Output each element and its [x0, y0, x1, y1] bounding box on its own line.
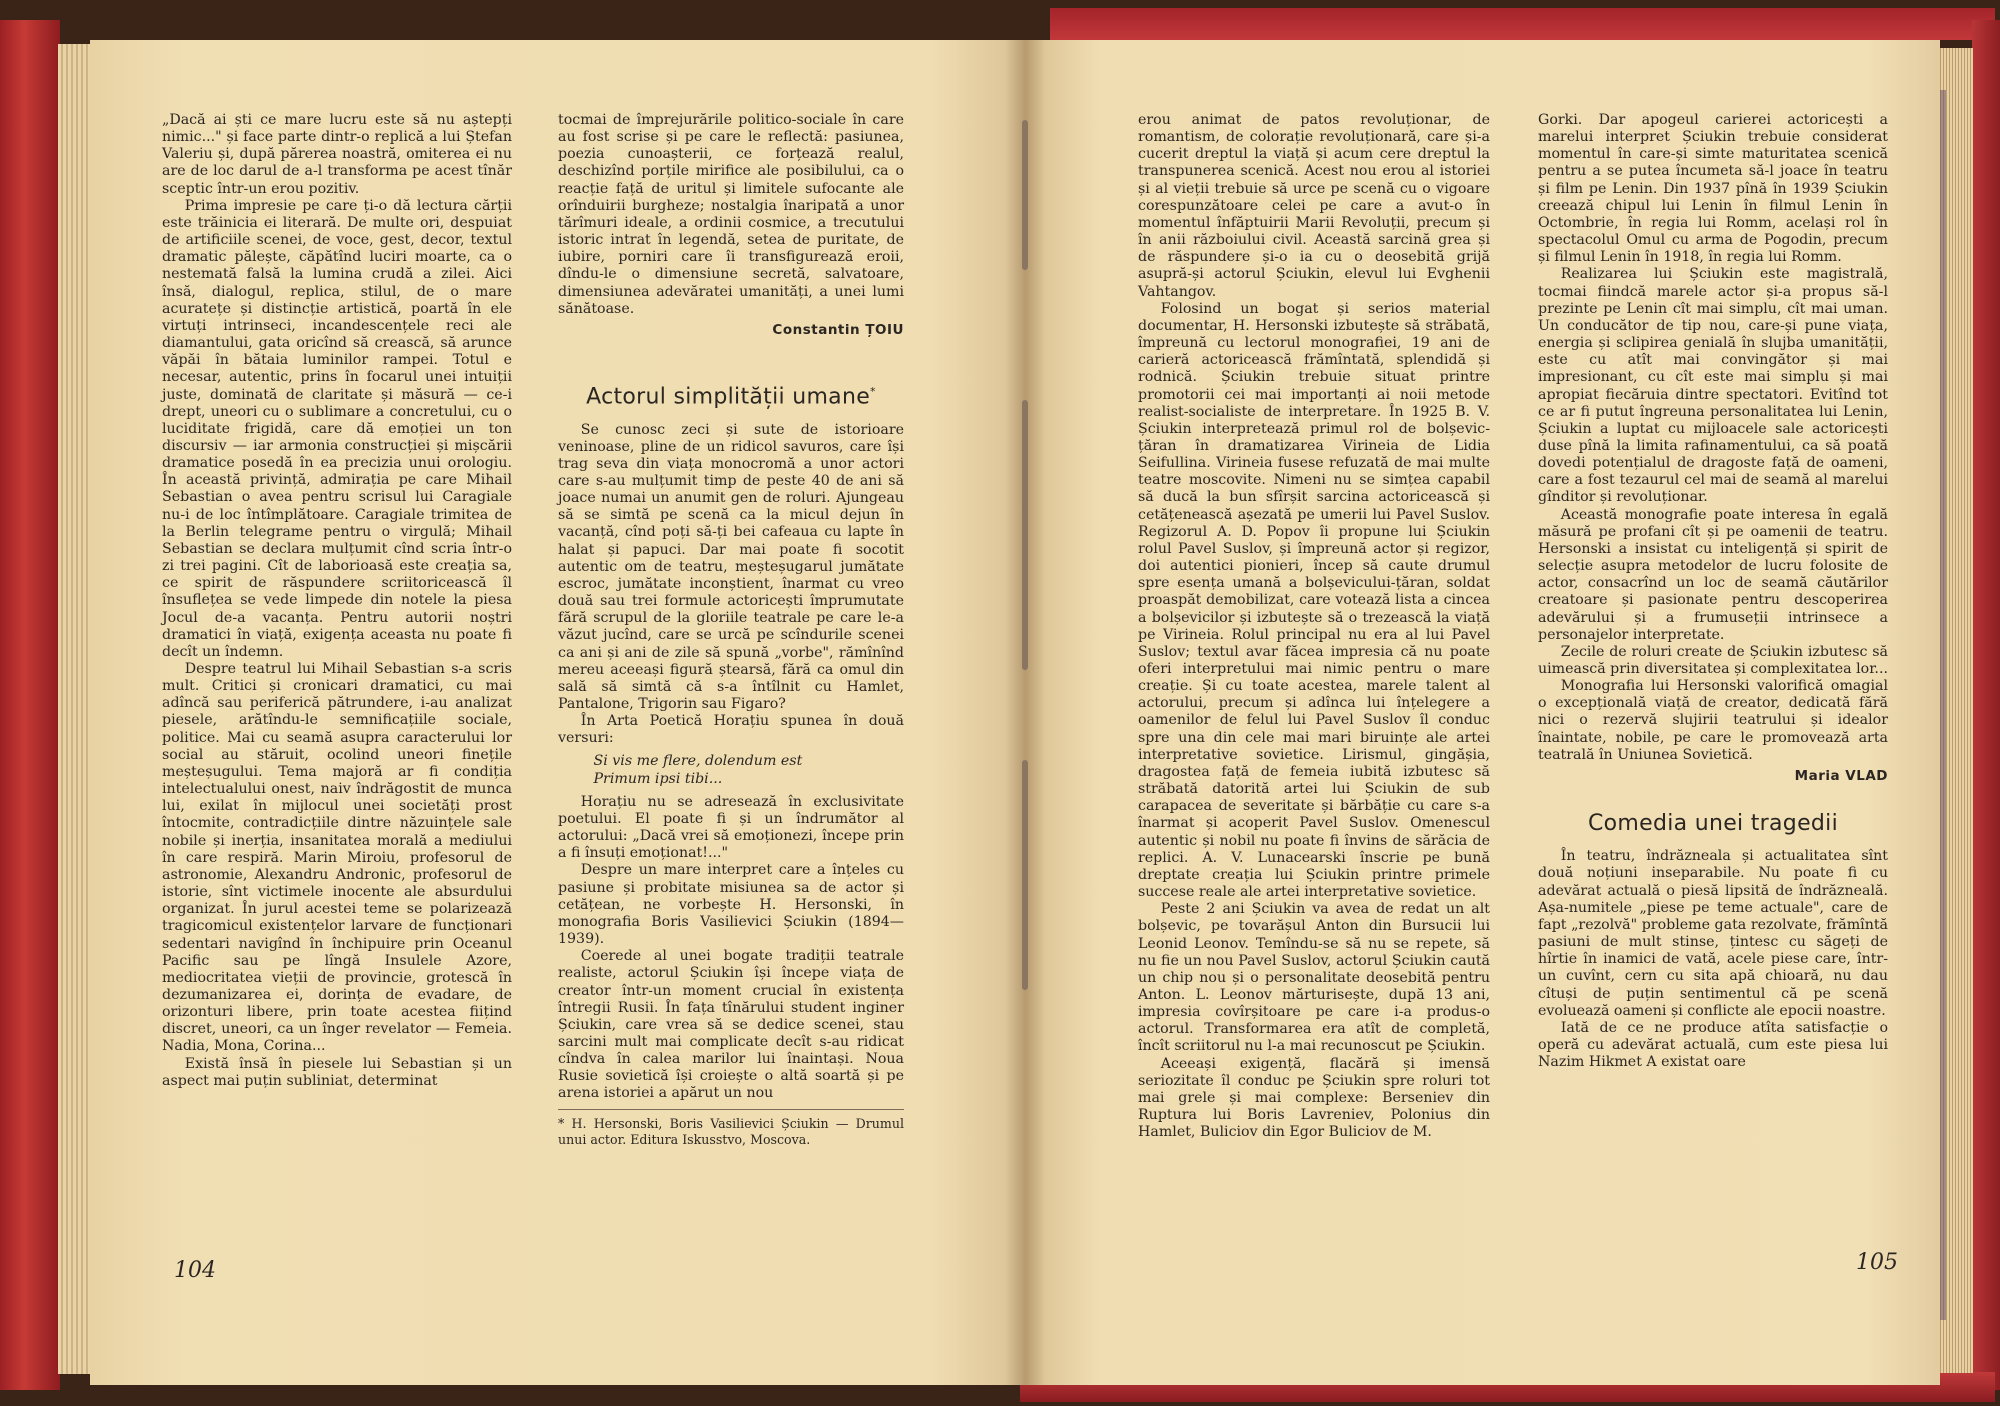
paragraph: Prima impresie pe care ți-o dă lectura cărții este trăinicia ei literară. De multe ori, despuiat de artificiile scenei, de voce, gest, decor, textul dramatic pălește, căpătînd luciri moarte, ca o nestemată falsă la lumina crudă a zilei. Aici însă, dialogul, replica, stilul, de o mare acuratețe și distincție artistică, poartă în ele virtuți intrinseci, incandescențele reci ale diamantului, gata oricînd să crească, să arunce văpăi în bătaia luminilor rampei. Totul e necesar, autentic, prins în focarul unei intuiții juste, dominată de claritate și măsură — ce-i drept, uneori cu o sublimare a concretului, cu o luciditate frigidă, care dă emoției un ton discursiv — iar armonia construcției și mișcării dramatice posedă în ea precizia unui orologiu. În această privință, admirația pe care Mihail Sebastian o avea pentru scrisul lui Caragiale nu-i de loc întîmplătoare. Caragiale trimitea de la Berlin telegrame pentru o virgulă; Mihail Sebastian se declara mulțumit cînd scria într-o zi trei pagini. Cît de laborioasă este creația sa, ce spirit de răspundere scriitoricească îl însuflețea se vede limpede din notele la piesa Jocul de-a vacanța. Pentru autorii noștri dramatici în viață, exigența aceasta nu poate fi decît un îndemn.	[162, 197, 512, 660]
paragraph: tocmai de împrejurările politico-sociale în care au fost scrise și pe care le reflectă: pasiunea, poezia cunoașterii, ce forțează realul, deschizînd porțile mirifice ale posibilului, ca o reacție față de uritul și limitele sufocante ale orînduirii burgheze; nostalgia înaripată a unor tărîmuri ideale, a ordinii cosmice, a trecutului istoric intrat în legendă, setea de puritate, de iubire, porniri care îi transfigurează eroii, dîndu-le o dimensiune secretă, salvatoare, dimensiunea adevăratei umanități, a unei lumi sănătoase.	[558, 112, 904, 317]
paragraph: Despre teatrul lui Mihail Sebastian s-a scris mult. Critici și cronicari dramatici, cu mai adîncă sau periferică pătrundere, i-au analizat piesele, arătîndu-le semnificațiile sociale, politice. Mai cu seamă asupra caracterului lor social au stăruit, ocolind uneori finețile meșteșugului. Tema majoră ar fi condiția intelectualului onest, naiv îndrăgostit de munca lui, exilat în mijlocul unei societăți prost întocmite, contradicțiile dintre năzuințele sale nobile și inerția, insanitatea morală a mediului în care respiră. Marin Miroiu, profesorul de astronomie, Alexandru Andronic, profesorul de istorie, sînt victimele inocente ale absurdului organizat. În jurul acestei teme se polarizează tragicomicul existențelor larvare de funcționari sedentari navigînd în închipuire prin Oceanul Pacific sau pe lîngă Insulele Azore, mediocritatea vieții de provincie, grotescă în dezumanizarea ei, dorința de evadare, de orizonturi libere, prin toate acestea fiițind discret, uneori, ca un înger revelator — Femeia. Nadia, Mona, Corina...	[162, 661, 512, 1055]
book-cover-right	[1972, 20, 2000, 1390]
paragraph: erou animat de patos revoluționar, de romantism, de colorație revoluționară, care și-a cucerit dreptul la viață și acum cere dreptul la transpunerea scenică. Acest nou erou al istoriei și al vieții trebuie să urce pe scenă cu o vigoare corespunzătoare celei pe care a avut-o în momentul înfăptuirii Marii Revoluții, precum și în anii războiului civil. Această sarcină grea și de răspundere și-o ia cu o deosebită grijă asupră-și actorul Șciukin, elevul lui Evghenii Vahtangov.	[1138, 112, 1490, 300]
latin-verse: Si vis me flere, dolendum est Primum ipsi tibi...	[593, 753, 803, 787]
binding-stitch	[1022, 400, 1028, 670]
left-column-2	[558, 112, 904, 1148]
paragraph: Folosind un bogat și serios material documentar, H. Hersonski izbutește să străbată, împreună cu lectorul monografiei, 19 ani de carieră actoricească frămîntată, splendidă și rodnică. Șciukin trebuie situat printre promotorii cei mai importanți ai noii metode realist-socialiste de interpretare. În 1925 B. V. Șciukin interpretează primul rol de bolșevic-țăran în dramatizarea Virineia de Lidia Seifullina. Virineia fusese refuzată de mai multe teatre moscovite. Nimeni nu se simțea capabil să ducă la bun sfîrșit sarcina actoricească și cetățenească așezată pe umerii lui Pavel Suslov. Regizorul A. D. Popov îi propune lui Șciukin rolul Pavel Suslov, și împreună actor și regizor, doi autentici pionieri, încep să caute drumul spre esența umană a bolșevicului-țăran, soldat proaspăt demobilizat, care votează lista a cincea a bolșevicilor și izbutește să o trezească la viață pe Virineia. Rolul principal nu era al lui Pavel Suslov; textul avar făcea impresia că nu poate oferi interpretului mai nimic pentru o mare creație. Și cu toate acestea, marele talent al actorului, precum și adînca lui înțelegere a oamenilor de felul lui Pavel Suslov îl conduc spre una din cele mai mari biruințe ale artei interpretative sovietice. Lirismul, gingășia, dragostea față de femeia iubită izbutesc să străbată datorită artei lui Șciukin de sub carapacea de severitate și bărbăție cu care s-a înarmat și acoperit Pavel Suslov. Omenescul autentic și nobil nu poate fi învins de sărăcia de replici. A. V. Lunacearski înscrie pe bună dreptate creația lui Șciukin printre primele succese reale ale artei interpretative sovietice.	[1138, 300, 1490, 901]
paragraph: Horațiu nu se adresează în exclusivitate poetului. El poate fi și un îndrumător al actorului: „Dacă vrei să emoționezi, începe prin a fi însuți emoționat!..."	[558, 793, 904, 862]
article-title: Actorul simplității umane*	[586, 384, 876, 410]
author-signature: Constantin ȚOIU	[772, 321, 904, 338]
page-edges-left	[58, 44, 94, 1374]
paragraph: Gorki. Dar apogeul carierei actoricești a marelui interpret Șciukin trebuie considerat momentul în care-și simte maturitatea scenică pentru a se putea încumeta să-l joace în teatru și film pe Lenin. Din 1937 pînă în 1939 Șciukin creează chipul lui Lenin în filmul Lenin în Octombrie, în regia lui Romm, același rol în spectacolul Omul cu arma de Pogodin, precum și filmul Lenin în 1918, în regia lui Romm.	[1538, 112, 1888, 266]
paragraph: Iată de ce ne produce atîta satisfacție o operă cu adevărat actuală, cum este piesa lui Nazim Hikmet A existat oare	[1538, 1019, 1888, 1071]
right-column-1	[1138, 112, 1490, 1141]
paragraph: În Arta Poetică Horațiu spunea în două versuri:	[558, 713, 904, 747]
paragraph: Despre un mare interpret care a înțeles cu pasiune și probitate misiunea sa de actor și cetățean, ne vorbește H. Hersonski, în monografia Boris Vasilievici Șciukin (1894—1939).	[558, 862, 904, 948]
paragraph: Coerede al unei bogate tradiții teatrale realiste, actorul Șciukin își începe viața de creator într-un moment crucial în existența întregii Rusii. În fața tînărului student inginer Șciukin, care vrea să se dedice scenei, stau sarcini mult mai complicate decît s-au ridicat cîndva în calea marilor lui înaintași. Noua Rusie sovietică își croiește o altă soartă și pe arena istoriei a apărut un nou	[558, 948, 904, 1102]
paragraph: În teatru, îndrăzneala și actualitatea sînt două noțiuni inseparabile. Nu poate fi cu adevărat actuală o piesă lipsită de îndrăzneală. Așa-numitele „piese pe teme actuale", care de fapt „rezolvă" probleme gata rezolvate, frămîntă pasiuni de mult stinse, țintesc cu săgeți de hîrtie în inamici de vată, acele piese care, într-un cuvînt, cern cu sita apă chioară, nu dau cîtuși de puțin sentimentul că pe scenă evoluează oameni și conflicte ale epocii noastre.	[1538, 848, 1888, 1019]
article-title: Comedia unei tragedii	[1587, 811, 1838, 837]
page-number-right: 105	[1856, 1250, 1898, 1275]
paragraph: Există însă în piesele lui Sebastian și un aspect mai puțin subliniat, determinat	[162, 1055, 512, 1089]
paragraph: Se cunosc zeci și sute de istorioare veninoase, pline de un ridicol savuros, care își trag seva din viața monocromă a unor actori care s-au mulțumit timp de peste 40 de ani să joace numai un anumit gen de roluri. Ajungeau să se simtă pe scenă ca la micul dejun în vacanță, cînd poți să-ți bei cafeaua cu lapte în halat și papuci. Dar mai poate fi socotit autentic om de teatru, meșteșugarul jumătate escroc, jumătate inconștient, înarmat cu vreo două sau trei formule actoricești împrumutate fără scrupul de la gloriile teatrale pe care le-a văzut jucînd, care se urcă pe scîndurile scenei ca ani și ani de zile să spună „vorbe", rămînînd mereu aceeași figură ștearsă, fără ca omul din sală să simtă că s-a întîlnit cu Hamlet, Pantalone, Trigorin sau Figaro?	[558, 421, 904, 713]
author-signature: Maria VLAD	[1794, 767, 1888, 784]
binding-stitch	[1022, 120, 1028, 270]
paragraph: Realizarea lui Șciukin este magistrală, tocmai fiindcă marele actor și-a propus să-l prezinte pe Lenin cît mai simplu, cît mai uman. Un conducător de tip nou, care-și pune viața, energia și sclipirea genială în slujba umanității, este cu atît mai convingător și mai impresionant, cu cît este mai simplu și mai apropiat fiecăruia dintre spectatori. Evitînd tot ce ar fi putut îngreuna personalitatea lui Lenin, Șciukin a luptat cu mijloacele sale actoricești duse pînă la limita rafinamentului, ca să poată dovedi potențialul de dragoste față de oameni, care a fost tezaurul cel mai de seamă al marelui gînditor și revoluționar.	[1538, 266, 1888, 506]
footnote: * H. Hersonski, Boris Vasilievici Șciukin — Drumul unui actor. Editura Iskusstvo, Moscova.	[558, 1109, 904, 1148]
paragraph: Aceeași exigență, flacără și imensă seriozitate îl conduc pe Șciukin spre roluri tot mai grele și mai complexe: Berseniev din Ruptura lui Boris Lavreniev, Polonius din Hamlet, Buliciov din Egor Buliciov de M.	[1138, 1055, 1490, 1141]
paragraph: „Dacă ai ști ce mare lucru este să nu aștepți nimic..." și face parte dintr-o replică a lui Ștefan Valeriu și, după părerea noastră, omiterea ei nu are de loc darul de a-l transforma pe acest tînăr sceptic într-un erou pozitiv.	[162, 112, 512, 197]
page-number-left: 104	[174, 1258, 216, 1283]
paragraph: Zecile de roluri create de Șciukin izbutesc să uimească prin diversitatea și complexitatea lor...	[1538, 643, 1888, 677]
right-column-2	[1538, 112, 1888, 1071]
book-cover-left	[0, 20, 60, 1390]
paragraph: Monografia lui Hersonski valorifică omagial o excepțională viață de creator, dedicată fără nici o rezervă slujirii teatrului și idealor înaintate, nobile, pe care le promovează arta teatrală în Uniunea Sovietică.	[1538, 678, 1888, 763]
left-column-1	[162, 112, 512, 1090]
binding-stitch	[1022, 760, 1028, 990]
paragraph: Această monografie poate interesa în egală măsură pe profani cît și pe oamenii de teatru. Hersonski a insistat cu inteligență și spirit de selecție asupra metodelor de lucru folosite de actor, consacrînd un loc de seamă căutărilor creatoare și pasionate pentru descoperirea adevărului și a frumuseții intrinsece a personajelor interpretate.	[1538, 506, 1888, 643]
book-cover-top	[1050, 8, 1995, 40]
paragraph: Peste 2 ani Șciukin va avea de redat un alt bolșevic, pe tovarășul Anton din Bursucii lui Leonid Leonov. Temîndu-se să nu se repete, să nu fie un nou Pavel Suslov, actorul Șciukin caută un chip nou și o personalitate deosebită pentru Anton. L. Leonov mărturisește, după 13 ani, impresia covîrșitoare pe care i-a produs-o actorul. Transformarea era atît de completă, încît scriitorul nu l-a mai recunoscut pe Șciukin.	[1138, 901, 1490, 1055]
